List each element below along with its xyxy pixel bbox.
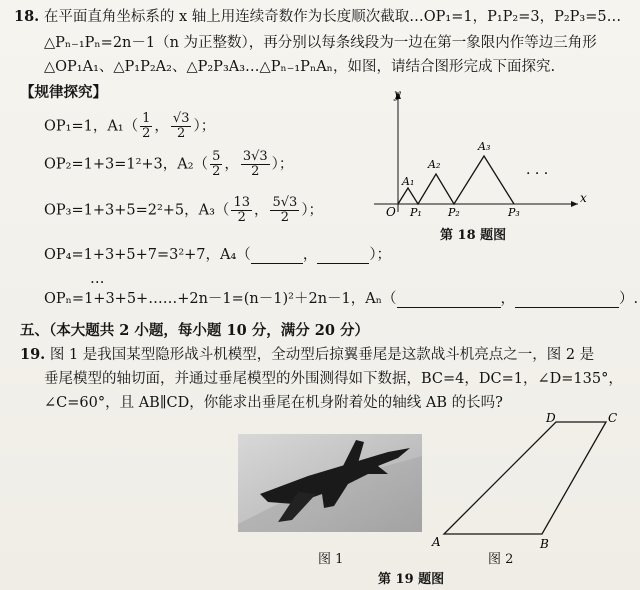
label-D: D: [546, 411, 556, 425]
q18-row2: [44, 150, 293, 179]
row3-x-num: 13: [233, 195, 250, 210]
fighter-jet-photo: [238, 434, 422, 532]
row4-end: ）；: [369, 247, 392, 263]
row2-sep: ，: [224, 156, 239, 173]
row5-sep: ，: [500, 291, 516, 307]
row2-x-fraction: [210, 150, 222, 179]
q18-number: 18.: [14, 8, 40, 25]
label-P3: P₃: [508, 206, 520, 219]
row4-sep: ，: [302, 247, 318, 263]
q18-row4: [44, 246, 391, 264]
label-A1: A₁: [402, 175, 415, 188]
row1-x-fraction: [140, 112, 152, 141]
q18-row5: [44, 290, 638, 308]
row1-x-num: 1: [142, 111, 151, 126]
row3-x-fraction: [231, 196, 252, 225]
label-x: x: [580, 191, 587, 205]
row3-sep: ，: [253, 202, 269, 219]
row1-sep: ，: [154, 118, 169, 135]
row3-y-fraction: [270, 196, 299, 225]
label-C: C: [608, 411, 618, 425]
q18-line1: [14, 8, 621, 26]
q18-figure: [366, 86, 590, 222]
row2-y-den: 2: [251, 164, 260, 179]
row2-end: ）；: [271, 156, 294, 173]
q18-line3: △OP₁A₁、△P₁P₂A₂、△P₂P₃A₃…△Pₙ₋₁PₙAₙ，如图，请结合图形完成下面探究.: [44, 59, 556, 75]
q19-line2: 垂尾模型的轴切面，并通过垂尾模型的外围测得如下数据，BC=4，DC=1，∠D=135°，: [44, 371, 623, 387]
row1-y-den: 2: [177, 126, 186, 141]
trapezoid-ABCD: [444, 422, 606, 534]
section5-title: 五、（本大题共 2 小题，每小题 10 分，满分 20 分）: [20, 322, 369, 339]
q18-row1: [44, 112, 215, 141]
label-y: y: [394, 87, 401, 101]
x-axis-arrow-icon: [571, 201, 578, 207]
row5-x-blank[interactable]: [397, 307, 501, 308]
row2-y-fraction: [241, 150, 270, 179]
q19-text-1: 图 1 是我国某型隐形战斗机模型，全动型后掠翼垂尾是这款战斗机亮点之一，图 2 是: [49, 347, 595, 363]
label-O: O: [386, 205, 396, 219]
label-P2: P₂: [448, 206, 460, 219]
row4-x-blank[interactable]: [251, 263, 303, 264]
label-P1: P₁: [410, 206, 422, 219]
q19-line3: ∠C=60°，且 AB∥CD，你能求出垂尾在机身附着处的轴线 AB 的长吗?: [44, 395, 503, 411]
fig1-caption: 图 1: [318, 552, 344, 567]
row3-x-den: 2: [237, 210, 246, 225]
q18-line2: △Pₙ₋₁Pₙ=2n－1（n 为正整数），再分别以每条线段为一边在第一象限内作等边三角形: [44, 35, 597, 51]
q18-text-1: 在平面直角坐标系的 x 轴上用连续奇数作为长度顺次截取…OP₁=1，P₁P₂=3，P₂P₃=5…: [43, 9, 622, 25]
triangles-path: [398, 156, 514, 204]
label-B: B: [540, 537, 549, 551]
q19-line1: [20, 346, 594, 364]
row4-eq: OP₄=1+3+5+7=3²+7，A₄（: [44, 247, 251, 263]
row1-end: ）；: [193, 118, 216, 135]
row1-x-den: 2: [142, 126, 151, 141]
row2-x-den: 2: [212, 164, 221, 179]
q18-ellipsis: …: [90, 271, 105, 287]
row4-y-blank[interactable]: [317, 263, 369, 264]
row3-eq: OP₃=1+3+5=2²+5，A₃（: [44, 202, 230, 219]
label-A: A: [432, 535, 441, 549]
row5-y-blank[interactable]: [515, 307, 619, 308]
row2-y-num: 3√3: [242, 149, 268, 164]
row2-x-num: 5: [212, 149, 221, 164]
row3-y-den: 2: [280, 210, 290, 225]
label-A2: A₂: [428, 158, 441, 171]
row3-y-num: 5√3: [272, 195, 298, 210]
label-more: · · ·: [526, 166, 549, 182]
row1-y-fraction: [171, 112, 192, 141]
row1-eq: OP₁=1，A₁（: [44, 118, 139, 135]
q18-row3: [44, 196, 323, 225]
label-A3: A₃: [478, 140, 491, 153]
row3-end: ）；: [301, 202, 324, 219]
section-heading: 【规律探究】: [20, 84, 107, 101]
fig2-caption: 图 2: [488, 552, 514, 567]
row5-end: ）.: [619, 291, 639, 307]
row5-eq: OPₙ=1+3+5+……+2n－1=(n－1)²＋2n－1，Aₙ（: [44, 291, 397, 307]
trapezoid-figure: [426, 408, 626, 552]
q19-caption: 第 19 题图: [378, 572, 445, 587]
q18-figure-caption: 第 18 题图: [440, 228, 507, 243]
row1-y-num: √3: [172, 111, 190, 126]
row2-eq: OP₂=1+3=1²+3，A₂（: [44, 156, 209, 173]
q19-number: 19.: [20, 346, 46, 363]
